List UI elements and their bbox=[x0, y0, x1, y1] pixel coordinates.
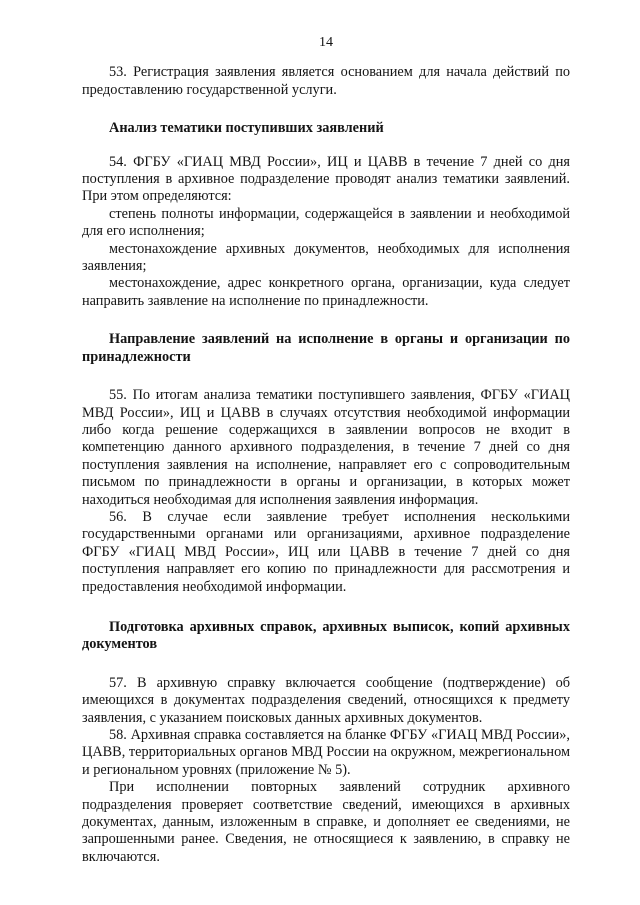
paragraph-54: 54. ФГБУ «ГИАЦ МВД России», ИЦ и ЦАВВ в течение 7 дней со дня поступления в архивное подразделение проводят анализ тематики заявлений. При этом определяются: bbox=[82, 153, 570, 205]
section-heading-preparation: Подготовка архивных справок, архивных выписок, копий архивных документов bbox=[82, 618, 570, 653]
paragraph-54-item-completeness: степень полноты информации, содержащейся в заявлении и необходимой для его исполнения; bbox=[82, 205, 570, 240]
paragraph-55: 55. По итогам анализа тематики поступившего заявления, ФГБУ «ГИАЦ МВД России», ИЦ и ЦАВВ в случаях отсутствия необходимой информации либо когда решение содержащихся в заявлении вопросов не входит в компетенцию данного архивного подразделения, в течение 7 дней со дня поступления заявления на исполнение, направляет его с сопроводительным письмом по принадлежности в органы и организации, в которых может находиться необходимая для исполнения заявления информация. bbox=[82, 387, 570, 508]
paragraph-58: 58. Архивная справка составляется на бланке ФГБУ «ГИАЦ МВД России», ЦАВВ, территориальных органов МВД России на окружном, межрегиональном и региональном уровнях (приложение № 5). bbox=[82, 727, 570, 778]
paragraph-54-item-address: местонахождение, адрес конкретного органа, организации, куда следует направить заявление на исполнение по принадлежности. bbox=[82, 275, 570, 309]
document-page bbox=[82, 34, 570, 866]
paragraph-56: 56. В случае если заявление требует исполнения несколькими государственными органами или организациями, архивное подразделение ФГБУ «ГИАЦ МВД России», ИЦ или ЦАВВ в течение 7 дней со дня поступления направляет его копию по принадлежности для рассмотрения и предоставления необходимой информации. bbox=[82, 508, 570, 595]
paragraph-58-repeat-requests: При исполнении повторных заявлений сотрудник архивного подразделения проверяет соответствие сведений, имеющихся в архивных документах, данным, изложенным в справке, и дополняет ее сведениями, не запрошенными ранее. Сведения, не относящиеся к заявлению, в справку не включаются. bbox=[82, 779, 570, 865]
paragraph-54-item-location: местонахождение архивных документов, необходимых для исполнения заявления; bbox=[82, 240, 570, 275]
section-heading-forwarding: Направление заявлений на исполнение в органы и организации по принадлежности bbox=[82, 331, 570, 365]
page-number: 14 bbox=[319, 35, 333, 50]
section-heading-analysis: Анализ тематики поступивших заявлений bbox=[109, 120, 384, 137]
paragraph-57: 57. В архивную справку включается сообщение (подтверждение) об имеющихся в документах подразделения сведений, относящихся к предмету заявления, с указанием поисковых данных архивных документов. bbox=[82, 674, 570, 726]
paragraph-53: 53. Регистрация заявления является основанием для начала действий по предоставлению государственной услуги. bbox=[82, 64, 570, 98]
